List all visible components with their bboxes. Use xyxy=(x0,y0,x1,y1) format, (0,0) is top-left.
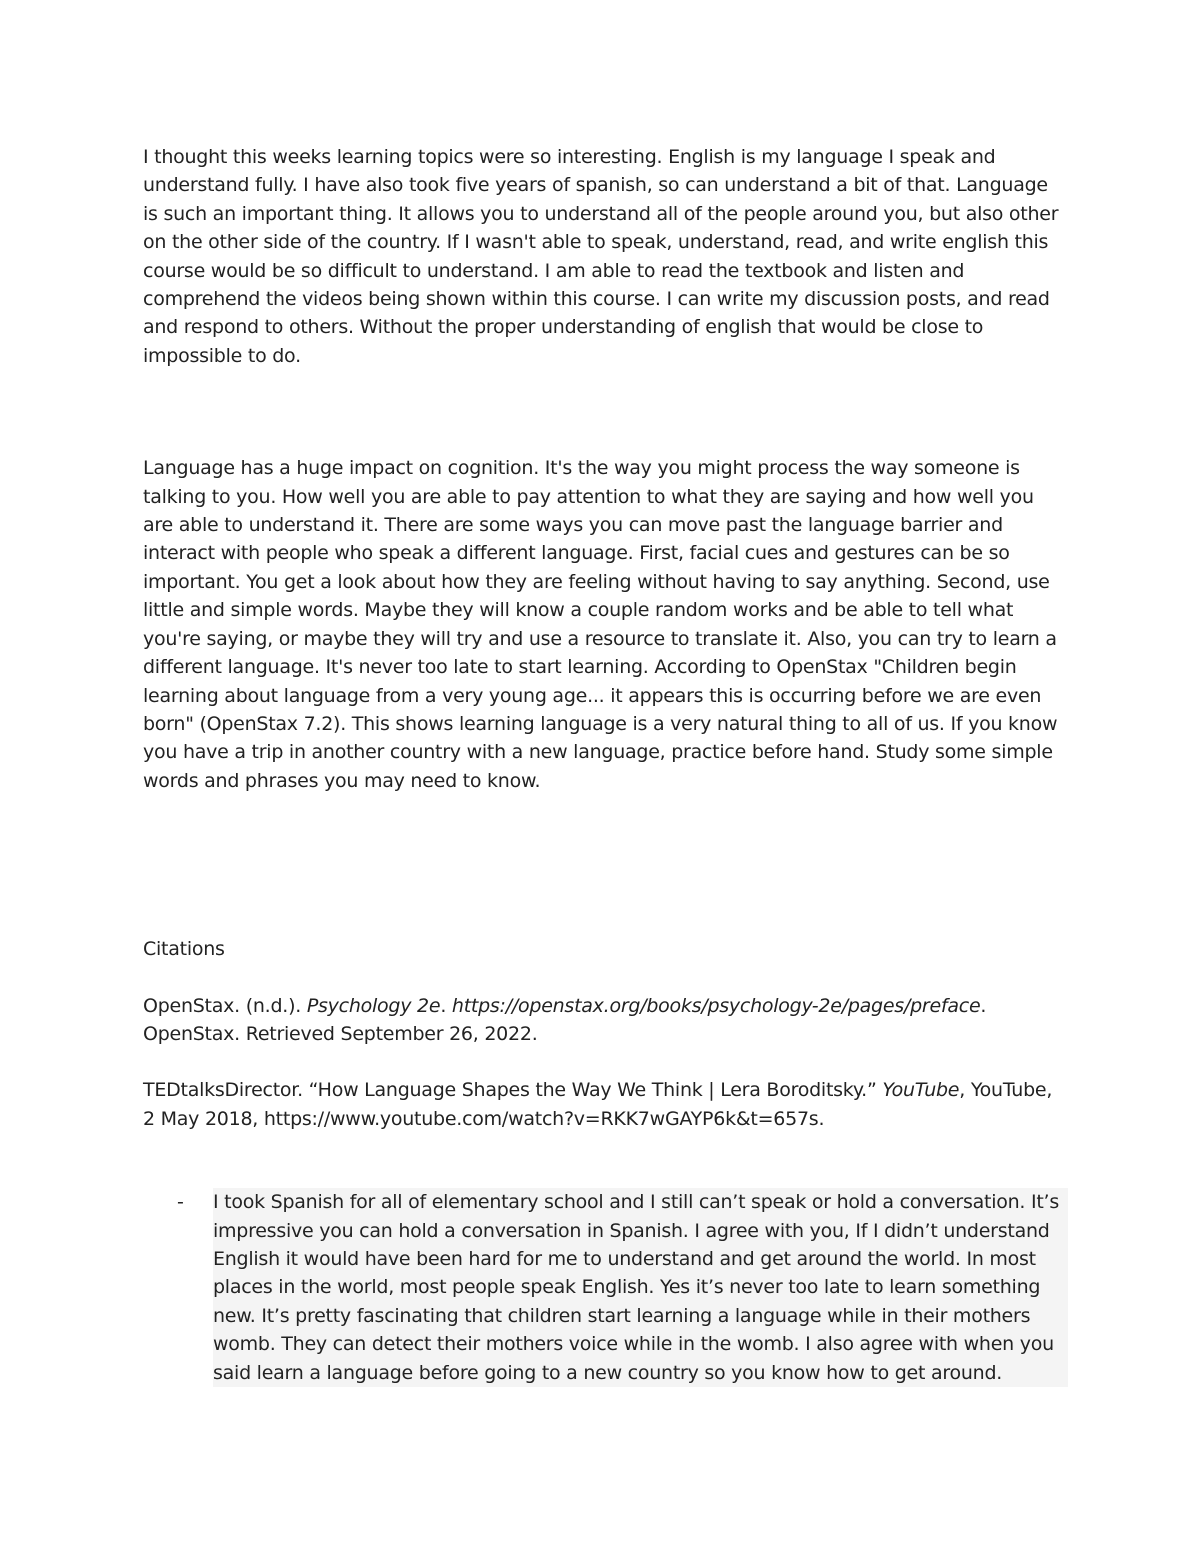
paragraph-1: I thought this weeks learning topics were so interesting. English is my language I speak and understand fully. I have also took five years of spanish, so can understand a bit of that. Language is such an important thing. It allows you to understand all of the people around you, but also other on the other side of the country. If I wasn't able to speak, understand, read, and write english this course would be so difficult to understand. I am able to read the textbook and listen and comprehend the videos being shown within this course. I can write my discussion posts, and read and respond to others. Without the proper understanding of english that would be close to impossible to do. xyxy=(143,146,1059,367)
citation-openstax-middle: . xyxy=(440,994,452,1017)
reply-list-item xyxy=(143,1188,1068,1387)
citation-ted-prefix: TEDtalksDirector. “How Language Shapes the Way We Think | Lera Boroditsky.” xyxy=(143,1079,883,1102)
citation-openstax-prefix: OpenStax. (n.d.). xyxy=(143,994,307,1017)
paragraph-2: Language has a huge impact on cognition. It's the way you might process the way someone is talking to you. How well you are able to pay attention to what they are saying and how well you are able to understand it. There are some ways you can move past the language barrier and interact with people who speak a different language. First, facial cues and gestures can be so important. You get a look about how they are feeling without having to say anything. Second, use little and simple words. Maybe they will know a couple random works and be able to tell what you're saying, or maybe they will try and use a resource to translate it. Also, you can try to learn a different language. It's never too late to start learning. According to OpenStax "Children begin learning about language from a very young age... it appears this is occurring before we are even born" (OpenStax 7.2). This shows learning language is a very natural thing to all of us. If you know you have a trip in another country with a new language, practice before hand. Study some simple words and phrases you may need to know. xyxy=(143,457,1058,792)
citation-ted-source: YouTube xyxy=(882,1079,960,1102)
reply-text: I took Spanish for all of elementary school and I still can’t speak or hold a conversation. It’s impressive you can hold a conversation in Spanish. I agree with you, If I didn’t understand English it would have been hard for me to understand and get around the world. In most places in the world, most people speak English. Yes it’s never too late to learn something new. It’s pretty fascinating that children start learning a language while in their mothers womb. They can detect their mothers voice while in the womb. I also agree with when you said learn a language before going to a new country so you know how to get around. xyxy=(213,1188,1068,1387)
citations-heading: Citations xyxy=(143,938,225,961)
citation-ted xyxy=(143,1076,1068,1133)
citation-openstax-url: https://openstax.org/books/psychology-2e/pages/preface xyxy=(451,994,981,1017)
citation-openstax xyxy=(143,992,1068,1049)
citation-openstax-title: Psychology 2e xyxy=(306,994,441,1017)
citation-ted-suffix: , YouTube, 2 May 2018, https://www.youtube.com/watch?v=RKK7wGAYP6k&t=657s. xyxy=(143,1079,1053,1130)
citation-openstax-suffix: . OpenStax. Retrieved September 26, 2022. xyxy=(143,994,987,1045)
document-page xyxy=(143,143,1068,1387)
reply-bullet: - xyxy=(177,1191,184,1214)
